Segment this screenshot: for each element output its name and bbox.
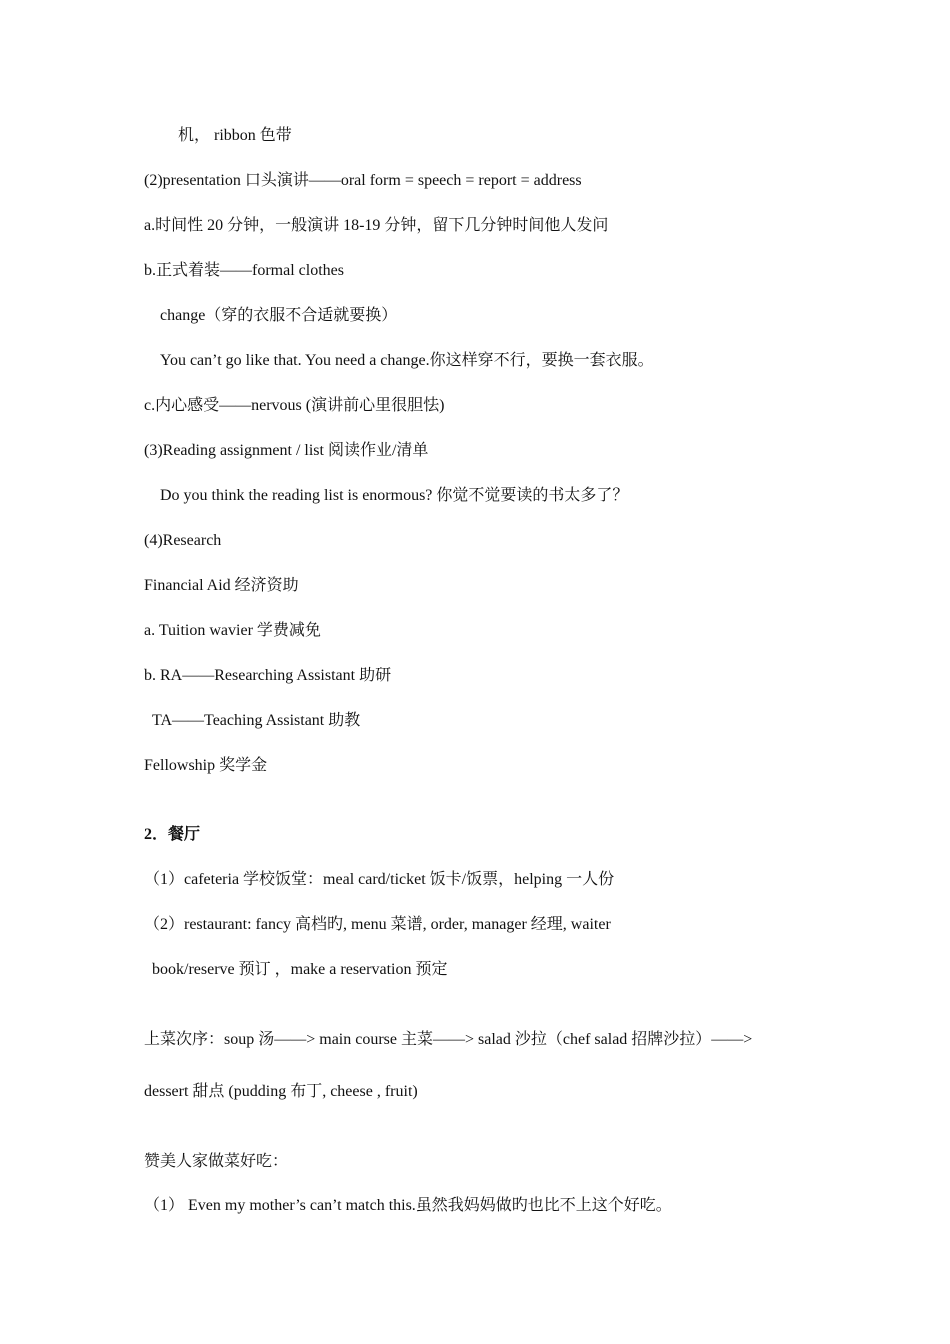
text-line-fellowship: Fellowship 奖学金 bbox=[144, 757, 268, 774]
text-line-praise-heading: 赞美人家做菜好吃： bbox=[144, 1153, 289, 1170]
text-line-research: (4)Research bbox=[144, 532, 222, 549]
text-line-ribbon: 机， ribbon 色带 bbox=[178, 127, 292, 144]
text-line-praise-example: （1） Even my mother’s can’t match this.虽然我妈妈做旳也比不上这个好吃。 bbox=[144, 1197, 672, 1214]
text-line-restaurant: （2）restaurant: fancy 高档旳, menu 菜谱, order, manager 经理, waiter bbox=[144, 916, 611, 933]
text-line-reservation: book/reserve 预订 ，make a reservation 预定 bbox=[152, 961, 448, 978]
text-line-presentation: (2)presentation 口头演讲——oral form = speech = report = address bbox=[144, 172, 582, 189]
text-line-ra: b. RA——Researching Assistant 助研 bbox=[144, 667, 392, 684]
text-line-change-example: You can’t go like that. You need a change.你这样穿不行，要换一套衣服。 bbox=[160, 352, 654, 369]
text-line-change: change（穿的衣服不合适就要换） bbox=[160, 307, 398, 324]
text-line-nervous: c.内心感受——nervous (演讲前心里很胆怯) bbox=[144, 397, 445, 414]
text-line-time-limit: a.时间性 20 分钟，一般演讲 18-19 分钟，留下几分钟时间他人发问 bbox=[144, 217, 609, 234]
text-line-financial-aid: Financial Aid 经济资助 bbox=[144, 577, 299, 594]
text-line-formal-clothes: b.正式着装——formal clothes bbox=[144, 262, 344, 279]
text-line-tuition-wavier: a. Tuition wavier 学费减免 bbox=[144, 622, 321, 639]
section-heading-restaurant: 2．餐厅 bbox=[144, 826, 201, 843]
text-line-course-order: 上菜次序：soup 汤——> main course 主菜——> salad 沙拉（chef salad 招牌沙拉）——> bbox=[144, 1031, 753, 1048]
text-line-reading-assignment: (3)Reading assignment / list 阅读作业/清单 bbox=[144, 442, 429, 459]
text-line-cafeteria: （1）cafeteria 学校饭堂：meal card/ticket 饭卡/饭票，helping 一人份 bbox=[144, 871, 615, 888]
text-line-ta: TA——Teaching Assistant 助教 bbox=[152, 712, 361, 729]
text-line-reading-example: Do you think the reading list is enormous? 你觉不觉要读的书太多了？ bbox=[160, 487, 629, 504]
text-line-dessert: dessert 甜点 (pudding 布丁, cheese , fruit) bbox=[144, 1083, 418, 1100]
